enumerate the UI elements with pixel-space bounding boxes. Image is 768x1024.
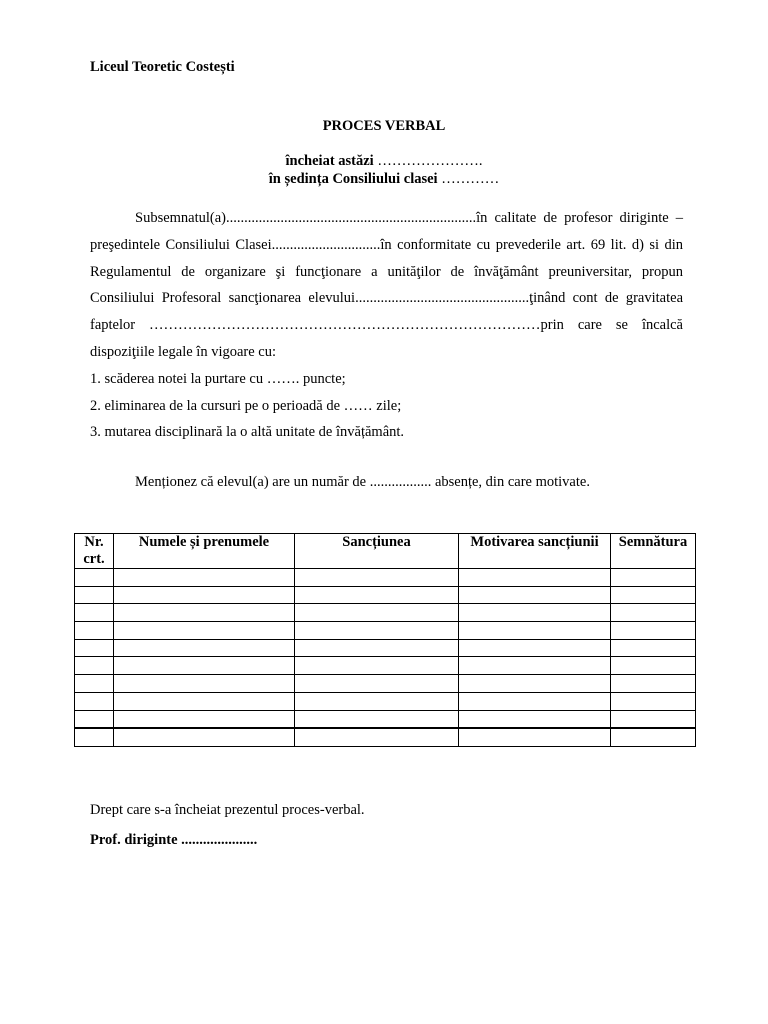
sanction-item: 3. mutarea disciplinară la o altă unitate de învățământ. [90,424,405,441]
table-cell[interactable] [459,639,611,657]
closing-statement: Drept care s-a încheiat prezentul proces-verbal. [90,802,365,818]
meeting-label: în ședința Consiliului clasei [268,171,438,187]
meeting-line [0,171,768,188]
absence-statement: Menționez că elevul(a) are un număr de ................. absențe, din care motivate. [135,474,590,490]
table-cell[interactable] [114,710,295,728]
table-row [75,675,696,693]
table-cell[interactable] [611,657,696,675]
table-cell[interactable] [75,639,114,657]
col-header-name: Numele și prenumele [114,534,295,569]
table-cell[interactable] [611,604,696,622]
table-cell[interactable] [611,639,696,657]
table-cell[interactable] [75,657,114,675]
table-cell[interactable] [295,728,459,746]
table-cell[interactable] [75,675,114,693]
table-cell[interactable] [114,586,295,604]
table-cell[interactable] [75,569,114,587]
table-header-row [75,534,696,569]
table-cell[interactable] [611,622,696,640]
table-cell[interactable] [459,675,611,693]
table-row [75,728,696,746]
table-cell[interactable] [295,604,459,622]
table-cell[interactable] [611,675,696,693]
table-cell[interactable] [75,710,114,728]
table-row [75,586,696,604]
table-cell[interactable] [459,622,611,640]
table-row [75,622,696,640]
table-row [75,569,696,587]
table-cell[interactable] [295,639,459,657]
table-cell[interactable] [295,622,459,640]
table-cell[interactable] [611,692,696,710]
table-cell[interactable] [459,692,611,710]
col-header-sanction: Sancțiunea [295,534,459,569]
table-row [75,710,696,728]
table-cell[interactable] [459,569,611,587]
sanction-item: 2. eliminarea de la cursuri pe o perioadă de …… zile; [90,397,402,414]
table-cell[interactable] [114,728,295,746]
main-paragraph: Subsemnatul(a).....................................................................în calitate de profesor diriginte – preşedintele Consiliului Clasei..............................în conformitate cu prevederile art. 69 lit. d) si din Regulamentul de organizare şi funcţionare a unităţilor de învăţământ preuniversitar, propun Consiliului Profesoral sancţionarea elevului................................................ţinând cont de gravitatea faptelor ………………………………………………………………………prin care se încalcă dispoziţiile legale în vigoare cu: [90,210,683,360]
table-cell[interactable] [459,586,611,604]
table-cell[interactable] [75,622,114,640]
table-cell[interactable] [295,657,459,675]
meeting-blank: ………… [441,171,500,187]
table-cell[interactable] [114,692,295,710]
col-header-nr: Nr. crt. [75,534,114,569]
school-name: Liceul Teoretic Costești [90,59,235,75]
table-cell[interactable] [295,569,459,587]
date-label: încheiat astăzi [285,153,374,169]
table-cell[interactable] [114,622,295,640]
table-cell[interactable] [295,692,459,710]
table-cell[interactable] [611,569,696,587]
table-row [75,639,696,657]
table-cell[interactable] [295,710,459,728]
sanction-item: 1. scăderea notei la purtare cu ……. puncte; [90,370,346,387]
table-cell[interactable] [295,586,459,604]
table-cell[interactable] [459,604,611,622]
table-cell[interactable] [611,586,696,604]
table-cell[interactable] [295,675,459,693]
table-cell[interactable] [114,657,295,675]
table-cell[interactable] [75,692,114,710]
document-body [90,205,683,446]
sanctions-table [74,533,696,747]
table-row [75,692,696,710]
table-cell[interactable] [75,728,114,746]
table-row [75,657,696,675]
table-row [75,604,696,622]
table-cell[interactable] [459,728,611,746]
table-cell[interactable] [114,639,295,657]
table-cell[interactable] [459,657,611,675]
table-cell[interactable] [75,604,114,622]
col-header-signature: Semnătura [611,534,696,569]
document-title: PROCES VERBAL [322,118,446,134]
table-cell[interactable] [611,710,696,728]
signature-line: Prof. diriginte ..................... [90,832,258,848]
date-blank: …………………. [377,153,483,169]
date-line [0,153,768,170]
table-cell[interactable] [75,586,114,604]
table-cell[interactable] [459,710,611,728]
table-cell[interactable] [114,675,295,693]
table-cell[interactable] [611,728,696,746]
table-cell[interactable] [114,604,295,622]
col-header-motivation: Motivarea sancțiunii [459,534,611,569]
table-cell[interactable] [114,569,295,587]
